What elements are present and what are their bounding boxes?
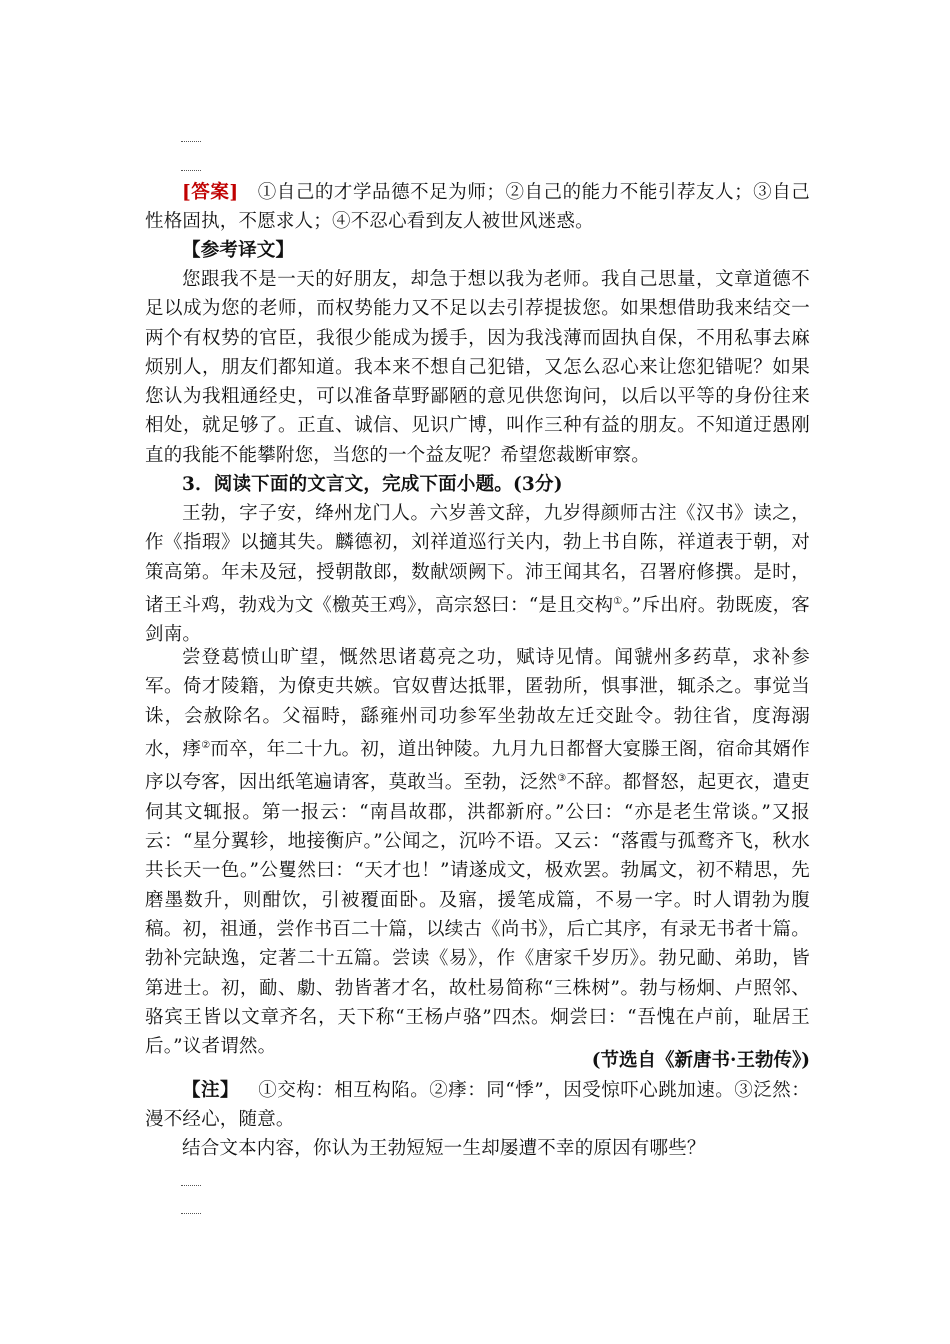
blank-line-dots — [181, 1213, 201, 1214]
notes-paragraph — [145, 1076, 810, 1135]
passage-source: (节选自《新唐书·王勃传》) — [591, 1050, 810, 1071]
question-title: 3．阅读下面的文言文，完成下面小题。(3分) — [182, 474, 563, 495]
passage1-text-b: 。”斥出府。勃既废，客剑南。 — [145, 595, 810, 646]
notes-text: ①交构：相互构陷。②痵：同“悸”，因受惊吓心跳加速。③泛然：漫不经心，随意。 — [145, 1080, 811, 1131]
blank-line-dots — [181, 141, 201, 142]
note-mark-1: ① — [613, 595, 623, 607]
passage2-text-c: 不辞。都督怒，起更衣，遣吏伺其文辄报。第一报云：“南昌故郡，洪都新府。”公曰：“亦是老生常谈。”又报云：“星分翼轸，地接衡庐。”公闻之，沉吟不语。又云：“落霞与孤鹜齐飞，秋水共长天一色。”公矍然曰：“天才也！”请遂成文，极欢罢。勃属文，初不精思，先磨墨数升，则酣饮，引被覆面卧。及寤，援笔成篇，不易一字。时人谓勃为腹稿。初，祖通，尝作书百二十篇，以续古《尚书》，后亡其序，有录无书者十篇。勃补完缺逸，定著二十五篇。尝读《易》，作《唐家千岁历》。勃兄勔、弟助，皆第进士。初，勔、勮、勃皆著才名，故杜易简称“三株树”。勃与杨炯、卢照邻、骆宾王皆以文章齐名，天下称“王杨卢骆”四杰。炯尝曰：“吾愧在卢前，耻居王后。”议者谓然。 — [145, 772, 810, 1058]
answer-tag: [答案] — [182, 182, 239, 203]
question-prompt: 结合文本内容，你认为王勃短短一生却屡遭不幸的原因有哪些？ — [182, 1138, 706, 1159]
passage2-text-a: 尝登葛愤山旷望，慨然思诸葛亮之功，赋诗见情。闻虢州多药草，求补参军。倚才陵籍，为僚吏共嫉。官奴曹达抵罪，匿勃所，惧事泄，辄杀之。事觉当诛，会赦除名。父福畤，繇雍州司功参军坐勃故左迁交趾令。勃往省，度海溺水，痵 — [145, 647, 810, 761]
note-mark-2: ② — [201, 739, 211, 751]
passage1-text-a: 王勃，字子安，绛州龙门人。六岁善文辞，九岁得颜师古注《汉书》读之，作《指瑕》以擿其失。麟德初，刘祥道巡行关内，勃上书自陈，祥道表于朝，对策高第。年未及冠，授朝散郎，数献颂阙下。沛王闻其名，召署府修撰。是时，诸王斗鸡，勃戏为文《檄英王鸡》，高宗怒曰：“是且交构 — [145, 503, 810, 617]
blank-line-dots — [181, 1185, 201, 1186]
note-mark-3: ③ — [557, 773, 567, 785]
answer-paragraph — [145, 178, 810, 237]
answer-text: ①自己的才学品德不足为师；②自己的能力不能引荐友人；③自己性格固执，不愿求人；④不忍心看到友人被世风迷惑。 — [145, 182, 810, 233]
passage2-text-b: 而卒，年二十九。初，道出钟陵。九月九日都督大宴滕王阁，宿命其婿作序以夸客，因出纸笔遍请客，莫敢当。至勃，泛然 — [145, 739, 810, 794]
notes-label: 【注】 — [182, 1080, 240, 1101]
blank-line-dots — [181, 170, 201, 171]
translation-body: 您跟我不是一天的好朋友，却急于想以我为老师。我自己思量，文章道德不足以成为您的老师，而权势能力又不足以去引荐提拔您。如果想借助我来结交一两个有权势的官臣，我很少能成为援手，因为我浅薄而固执自保，不用私事去麻烦别人，朋友们都知道。我本来不想自己犯错，又怎么忍心来让您犯错呢？如果您认为我粗通经史，可以准备草野鄙陋的意见供您询问，以后以平等的身份往来相处，就足够了。正直、诚信、见识广博，叫作三种有益的朋友。不知道迂愚刚直的我能不能攀附您，当您的一个益友呢？希望您裁断审察。 — [145, 269, 810, 466]
translation-heading: 【参考译文】 — [182, 240, 295, 261]
passage-paragraph-2 — [145, 643, 810, 1061]
passage-paragraph-1 — [145, 499, 810, 650]
